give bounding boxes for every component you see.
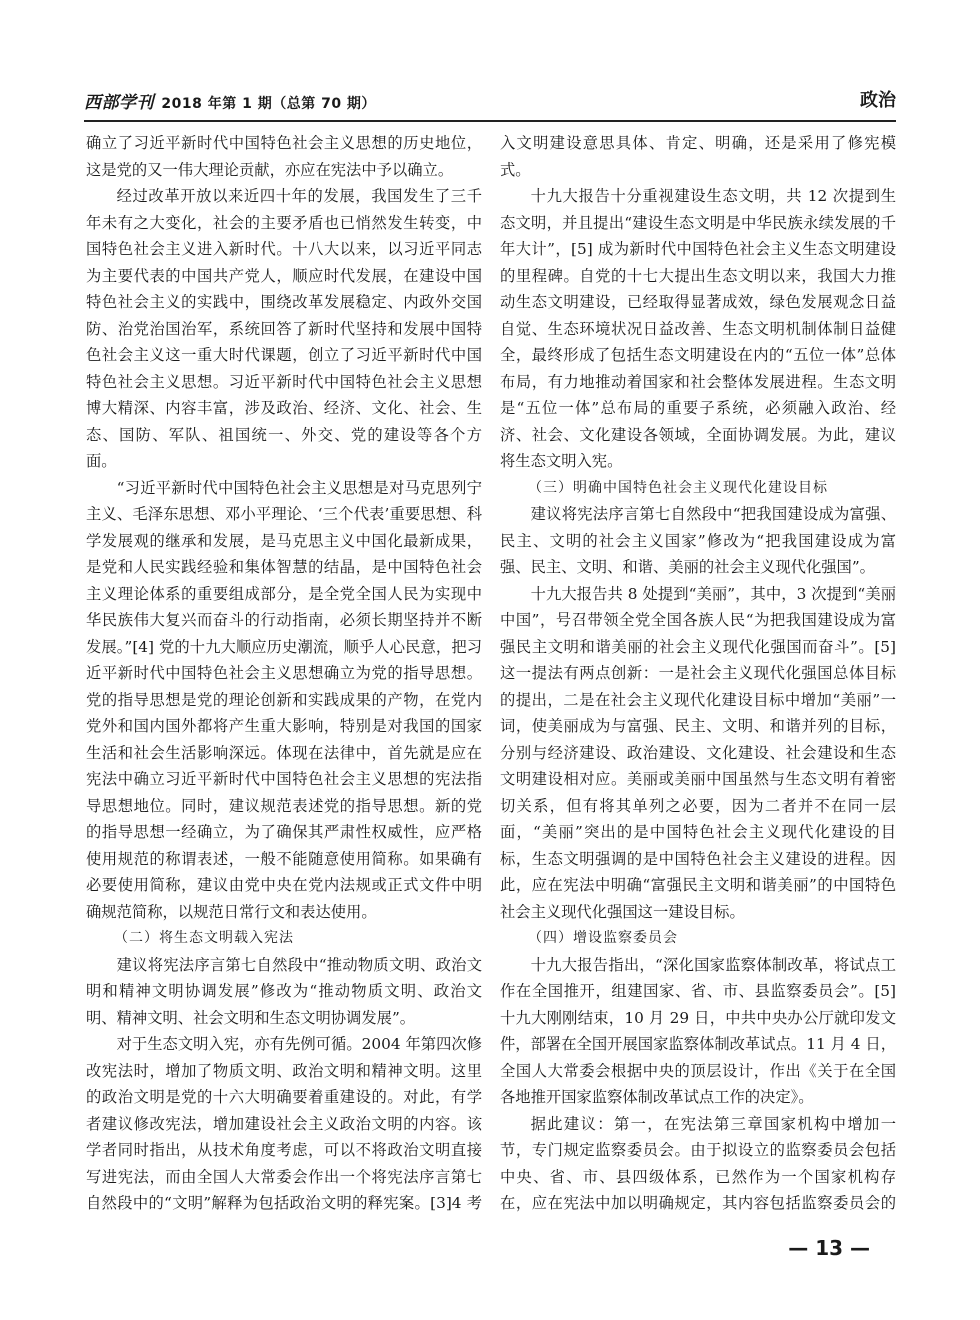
journal-title — [84, 88, 376, 113]
right-paragraph: 十九大报告指出，“深化国家监察体制改革，将试点工作在全国推开，组建国家、省、市、县监察委员会”。[5] 十九大刚刚结束，10 月 29 日，中共中央办公厅就印发文件，部署在全国开展国家监察体制改革试点。11 月 4 日，全国人大常委会根据中央的顶层设计，作出《关于在全国各地推开国家监察体制改革试点工作的决定》。 — [500, 955, 896, 1106]
right-paragraph: 十九大报告共 8 处提到“美丽”，其中，3 次提到“美丽中国”，号召带领全党全国各族人民“为把我国建设成为富强民主文明和谐美丽的社会主义现代化强国而奋斗”。[5] 这一提法有两点创新：一是社会主义现代化强国总体目标的提出，二是在社会主义现代化建设目标中增加“美丽”一词，使美丽成为与富强、民主、文明、和谐并列的目标，分别与经济建设、政治建设、文化建设、社会建设和生态文明建设相对应。美丽或美丽中国虽然与生态文明有着密切关系，但有将其单列之必要，因为二者并不在同一层面，“美丽”突出的是中国特色社会主义现代化建设的目标，生态文明强调的是中国特色社会主义建设的进程。因此，应在宪法中明确“富强民主文明和谐美丽”的中国特色社会主义现代化强国这一建设目标。 — [500, 584, 896, 921]
right-paragraph: 建议将宪法序言第七自然段中“把我国建设成为富强、民主、文明的社会主义国家”修改为“把我国建设成为富强、民主、文明、和谐、美丽的社会主义现代化强国”。 — [500, 505, 896, 576]
journal-logo: 西部学刊 — [84, 93, 154, 113]
section-label: 政治 — [860, 90, 896, 111]
left-paragraph: “习近平新时代中国特色社会主义思想是对马克思列宁主义、毛泽东思想、邓小平理论、‘三个代表’重要思想、科学发展观的继承和发展，是马克思主义中国化最新成果，是党和人民实践经验和集体智慧的结晶，是中国特色社会主义理论体系的重要组成部分，是全党全国人民为实现中华民族伟大复兴而奋斗的行动指南，必须长期坚持并不断发展。”[4] 党的十九大顺应历史潮流，顺乎人心民意，把习近平新时代中国特色社会主义思想确立为党的指导思想。党的指导思想是党的理论创新和实践成果的产物，在党内党外和国内国外都将产生重大影响，特别是对我国的国家生活和社会生活影响深远。体现在法律中，首先就是应在宪法中确立习近平新时代中国特色社会主义思想的宪法指导思想地位。同时，建议规范表述党的指导思想。新的党的指导思想一经确立，为了确保其严肃性权威性，应严格使用规范的称谓表述，一般不能随意使用简称。如果确有必要使用简称，建议由党中央在党内法规或正式文件中明确规范简称，以规范日常行文和表达使用。 — [86, 478, 482, 921]
left-paragraph: 确立了习近平新时代中国特色社会主义思想的历史地位，这是党的又一伟大理论贡献，亦应在宪法中予以确立。 — [86, 134, 482, 179]
left-paragraph: 建议将宪法序言第七自然段中“推动物质文明、政治文明和精神文明协调发展”修改为“推动物质文明、政治文明、精神文明、社会文明和生态文明协调发展”。 — [86, 955, 482, 1027]
right-paragraph: 据此建议：第一，在宪法第三章国家机构中增加一节，专门规定监察委员会。由于拟设立的监察委员会包括中央、省、市、县四级体系，已然作为一个国家机构存在，应在宪法中加以明确规定，其内容包括监察委员会的 — [500, 1114, 896, 1212]
running-header — [84, 86, 896, 116]
left-paragraph: 经过改革开放以来近四十年的发展，我国发生了三千年未有之大变化，社会的主要矛盾也已悄然发生转变，中国特色社会主义进入新时代。十八大以来，以习近平同志为主要代表的中国共产党人，顺应时代发展，在建设中国特色社会主义的实践中，围绕改革发展稳定、内政外交国防、治党治国治军，系统回答了新时代坚持和发展中国特色社会主义这一重大时代课题，创立了习近平新时代中国特色社会主义思想。习近平新时代中国特色社会主义思想博大精深、内容丰富，涉及政治、经济、文化、社会、生态、国防、军队、祖国统一、外交、党的建设等各个方面。 — [86, 187, 482, 470]
header-rule — [84, 120, 896, 122]
journal-issue: 2018 年第 1 期（总第 70 期） — [161, 96, 376, 112]
right-subheading: （四）增设监察委员会 — [528, 930, 678, 946]
left-column — [86, 130, 482, 1220]
page-number: — 13 — — [788, 1236, 870, 1260]
left-subheading: （二）将生态文明载入宪法 — [114, 930, 294, 946]
right-paragraph: 十九大报告十分重视建设生态文明，共 12 次提到生态文明，并且提出“建设生态文明是中华民族永续发展的千年大计”，[5] 成为新时代中国特色社会主义生态文明建设的里程碑。自党的十七大提出生态文明以来，我国大力推动生态文明建设，已经取得显著成效，绿色发展观念日益自觉、生态环境状况日益改善、生态文明机制体制日益健全，最终形成了包括生态文明建设在内的“五位一体”总体布局，有力地推动着国家和社会整体发展进程。生态文明是“五位一体”总布局的重要子系统，必须融入政治、经济、社会、文化建设各领域，全面协调发展。为此，建议将生态文明入宪。 — [500, 187, 896, 470]
right-column — [500, 130, 896, 1220]
right-paragraph: 入文明建设意思具体、肯定、明确，还是采用了修宪模式。 — [500, 134, 896, 179]
right-subheading: （三）明确中国特色社会主义现代化建设目标 — [528, 479, 828, 496]
left-paragraph: 对于生态文明入宪，亦有先例可循。2004 年第四次修改宪法时，增加了物质文明、政治文明和精神文明。这里的政治文明是党的十六大明确要着重建设的。对此，有学者建议修改宪法，增加建设社会主义政治文明的内容。该学者同时指出，从技术角度考虑，可以不将政治文明直接写进宪法，而由全国人大常委会作出一个将宪法序言第七自然段中的“文明”解释为包括政治文明的释宪案。[3]4 考 — [86, 1035, 482, 1212]
